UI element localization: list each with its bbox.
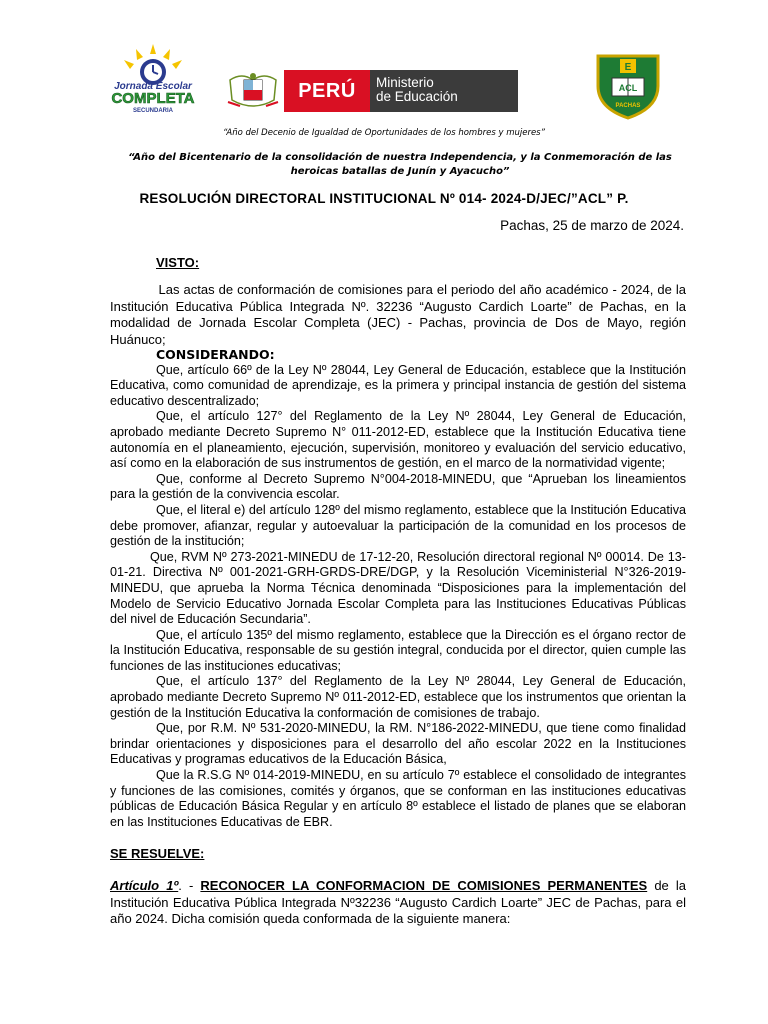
considerando-paragraph: Que, el artículo 127° del Reglamento de la Ley Nº 28044, Ley General de Educación, aprobado mediante Decreto Supremo N° 011-2012-ED, establece que la Institución Educativa tiene autonomía en el planeamiento, ejecución, supervisión, monitoreo y evaluación del servicio educativo, así como en la elaboración de sus instrumentos de gestión, en el marco de la normatividad vigente; xyxy=(110,409,686,471)
articulo-separator: . - xyxy=(178,878,201,893)
peru-label: PERÚ xyxy=(284,70,370,112)
peru-coat-of-arms-icon xyxy=(222,70,284,112)
svg-text:SECUNDARIA: SECUNDARIA xyxy=(132,108,174,114)
ministry-label xyxy=(370,70,518,112)
svg-text:Jornada Escolar: Jornada Escolar xyxy=(114,81,192,92)
considerando-paragraph: Que, por R.M. Nº 531-2020-MINEDU, la RM. N°186-2022-MINEDU, que tiene como finalidad brindar orientaciones y disposiciones para el desarrollo del año escolar 2022 en la Instituciones Educativas y programas educativos de la Educación Básica, xyxy=(110,721,686,767)
svg-text:COMPLETA: COMPLETA xyxy=(111,90,195,107)
articulo-heading: RECONOCER LA CONFORMACION DE COMISIONES PERMANENTES xyxy=(200,878,648,893)
svg-text:E: E xyxy=(624,62,632,73)
ministry-line-1: Ministerio xyxy=(376,75,434,90)
considerando-paragraph: Que, artículo 66º de la Ley Nº 28044, Ley General de Educación, establece que la Institución Educativa, como comunidad de aprendizaje, es la primera y principal instancia de gestión del sistema educativo descentralizado; xyxy=(110,362,686,408)
year-motto-2: “Año del Bicentenario de la consolidación de nuestra Independencia, y la Conmemoración de las heroicas batallas de Junín y Ayacucho” xyxy=(128,152,672,177)
considerando-paragraph: Que, conforme al Decreto Supremo N°004-2018-MINEDU, que “Aprueban los lineamientos para la gestión de la convivencia escolar. xyxy=(110,471,686,502)
considerando-paragraph: Que la R.S.G Nº 014-2019-MINEDU, en su artículo 7º establece el consolidado de integrantes y funciones de las comisiones, comités y órganos, que se conforman en las instituciones educativas públicas de Educación Básica Regular y en artículo 8º establece el listado de planes que se elaboran en las Instituciones Educativas de EBR. xyxy=(110,768,686,829)
jornada-escolar-completa-logo xyxy=(106,42,200,116)
ministry-line-2: de Educación xyxy=(376,89,458,104)
se-resuelve-heading: SE RESUELVE: xyxy=(110,846,205,861)
svg-text:ACL: ACL xyxy=(618,83,638,93)
considerando-section xyxy=(110,347,686,830)
year-motto-1: “Año del Decenio de Igualdad de Oportunidades de los hombres y mujeres” xyxy=(222,128,546,138)
resolution-title: RESOLUCIÓN DIRECTORAL INSTITUCIONAL Nº 014- 2024-D/JEC/”ACL” P. xyxy=(139,191,629,206)
resolution-date: Pachas, 25 de marzo de 2024. xyxy=(500,218,684,233)
visto-text: Las actas de conformación de comisiones para el periodo del año académico - 2024, de la Institución Educativa Pública Integrada Nº. 32236 “Augusto Cardich Loarte” de Pachas, en la modalidad de Jornada Escolar Completa (JEC) - Pachas, provincia de Dos de Mayo, región Huánuco; xyxy=(110,282,687,347)
articulo-body: de la Institución Educativa Pública Integrada Nº32236 “Augusto Cardich Loarte” JEC de Pachas, para el año 2024. Dicha comisión queda conformada de la siguiente manera: xyxy=(110,878,687,926)
considerando-paragraph: Que, el artículo 137° del Reglamento de la Ley Nº 28044, Ley General de Educación, aprobado mediante Decreto Supremo Nº 011-2012-ED, establece que los instrumentos que orientan la gestión de la Institución Educativa la conformación de comisiones de trabajo. xyxy=(110,674,686,720)
articulo-1 xyxy=(110,878,686,928)
articulo-number: Artículo 1º xyxy=(110,878,179,893)
considerando-paragraph: Que, el literal e) del artículo 128º del mismo reglamento, establece que la Institución Educativa debe promover, afianzar, regular y autoevaluar la participación de la comunidad en los procesos de gestión de la institución; xyxy=(110,502,686,549)
minedu-banner xyxy=(222,70,518,112)
considerando-paragraph: Que, el artículo 135º del mismo reglamento, establece que la Dirección es el órgano rector de la Institución Educativa, responsable de su gestión integral, conducida por el director, quien cumple las funciones de las instituciones educativas; xyxy=(110,627,686,673)
pachas-school-crest-logo xyxy=(594,50,662,120)
visto-heading: VISTO: xyxy=(156,255,200,270)
svg-text:PACHAS: PACHAS xyxy=(615,103,641,109)
considerando-paragraph: Que, RVM Nº 273-2021-MINEDU de 17-12-20, Resolución directoral regional Nº 00014. De 13-01-21. Directiva Nº 001-2021-GRH-GRDS-DRE/DGP, y la Resolución Viceministerial N°326-2019-MINEDU, que aprueba la Norma Técnica denominada “Disposiciones para la implementación del Modelo de Servicio Educativo Jornada Escolar Completa para las Instituciones Educativas Públicas del nivel de Educación Secundaria”. xyxy=(110,549,686,627)
visto-paragraph xyxy=(110,282,686,348)
considerando-heading: CONSIDERANDO: xyxy=(156,347,275,362)
